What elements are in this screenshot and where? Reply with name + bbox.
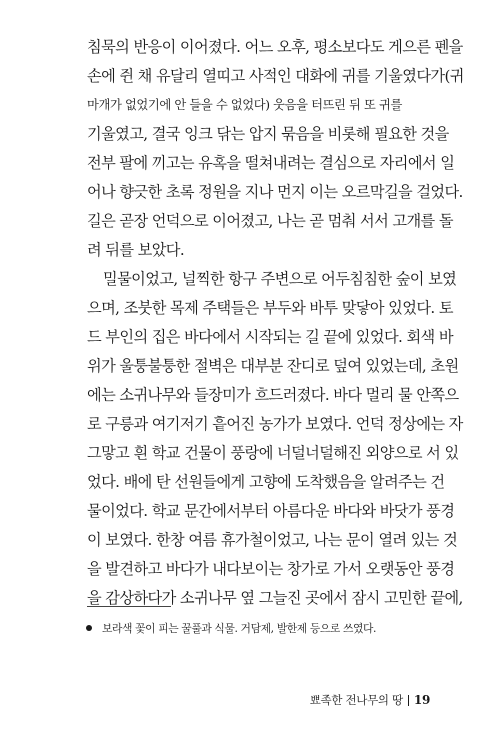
text-line: 기울였고, 결국 잉크 닦는 압지 묶음을 비롯해 필요한 것을 (87, 125, 449, 143)
text-line: 을 감상하다가 소귀나무 옆 그늘진 곳에서 잠시 고민한 끝에, (87, 589, 463, 607)
text-line-paragraph-start: 밀물이었고, 널찍한 항구 주변으로 어두침침한 숲이 보였 (103, 270, 457, 288)
text-line: 으며, 조붓한 목제 주택들은 부두와 바투 맞닿아 있었다. 토 (87, 299, 453, 317)
body-text (87, 33, 464, 613)
text-line: 려 뒤를 보았다. (87, 241, 185, 259)
running-footer (310, 692, 430, 708)
text-line: 손에 쥔 채 유달리 열띠고 사적인 대화에 귀를 기울였다가(귀 (87, 67, 464, 85)
text-line: 었다. 배에 탄 선원들에게 고향에 도착했음을 알려주는 건 (87, 473, 445, 491)
text-line: 드 부인의 집은 바다에서 시작되는 길 끝에 있었다. 회색 바 (87, 328, 453, 346)
text-line: 이 보였다. 한창 여름 휴가철이었고, 나는 문이 열려 있는 것 (87, 531, 458, 549)
footnote-divider (87, 606, 171, 607)
footnote-text: 보라색 꽃이 피는 꿀풀과 식물. 거담제, 발한제 등으로 쓰였다. (102, 622, 377, 635)
text-line: 마개가 없었기에 안 들을 수 없었다) 웃음을 터뜨린 뒤 또 귀를 (87, 98, 402, 112)
text-line: 어나 향긋한 초록 정원을 지나 먼지 이는 오르막길을 걸었다. (87, 183, 463, 201)
text-line: 물이었다. 학교 문간에서부터 아름다운 바다와 바닷가 풍경 (87, 502, 455, 520)
footnote (86, 621, 426, 637)
page-number: 19 (413, 693, 430, 707)
footnote-bullet-icon (86, 625, 92, 631)
text-line: 로 구릉과 여기저기 흩어진 농가가 보였다. 언덕 정상에는 자 (87, 415, 463, 433)
footer-separator (408, 695, 409, 706)
text-line: 위가 울퉁불퉁한 절벽은 대부분 잔디로 덮여 있었는데, 초원 (87, 357, 459, 375)
text-line: 전부 팔에 끼고는 유혹을 떨쳐내려는 결심으로 자리에서 일 (87, 154, 455, 172)
text-line: 을 발견하고 바다가 내다보이는 창가로 가서 오랫동안 풍경 (87, 560, 455, 578)
text-line: 길은 곧장 언덕으로 이어졌고, 나는 곧 멈춰 서서 고개를 돌 (87, 212, 453, 230)
book-title: 뾰족한 전나무의 땅 (309, 693, 403, 707)
text-line: 에는 소귀나무와 들장미가 흐드러졌다. 바다 멀리 물 안쪽으 (87, 386, 459, 404)
text-line: 침묵의 반응이 이어졌다. 어느 오후, 평소보다도 게으른 펜을 (87, 38, 463, 56)
text-line: 그맣고 흰 학교 건물이 풍랑에 너덜너덜해진 외양으로 서 있 (87, 444, 459, 462)
